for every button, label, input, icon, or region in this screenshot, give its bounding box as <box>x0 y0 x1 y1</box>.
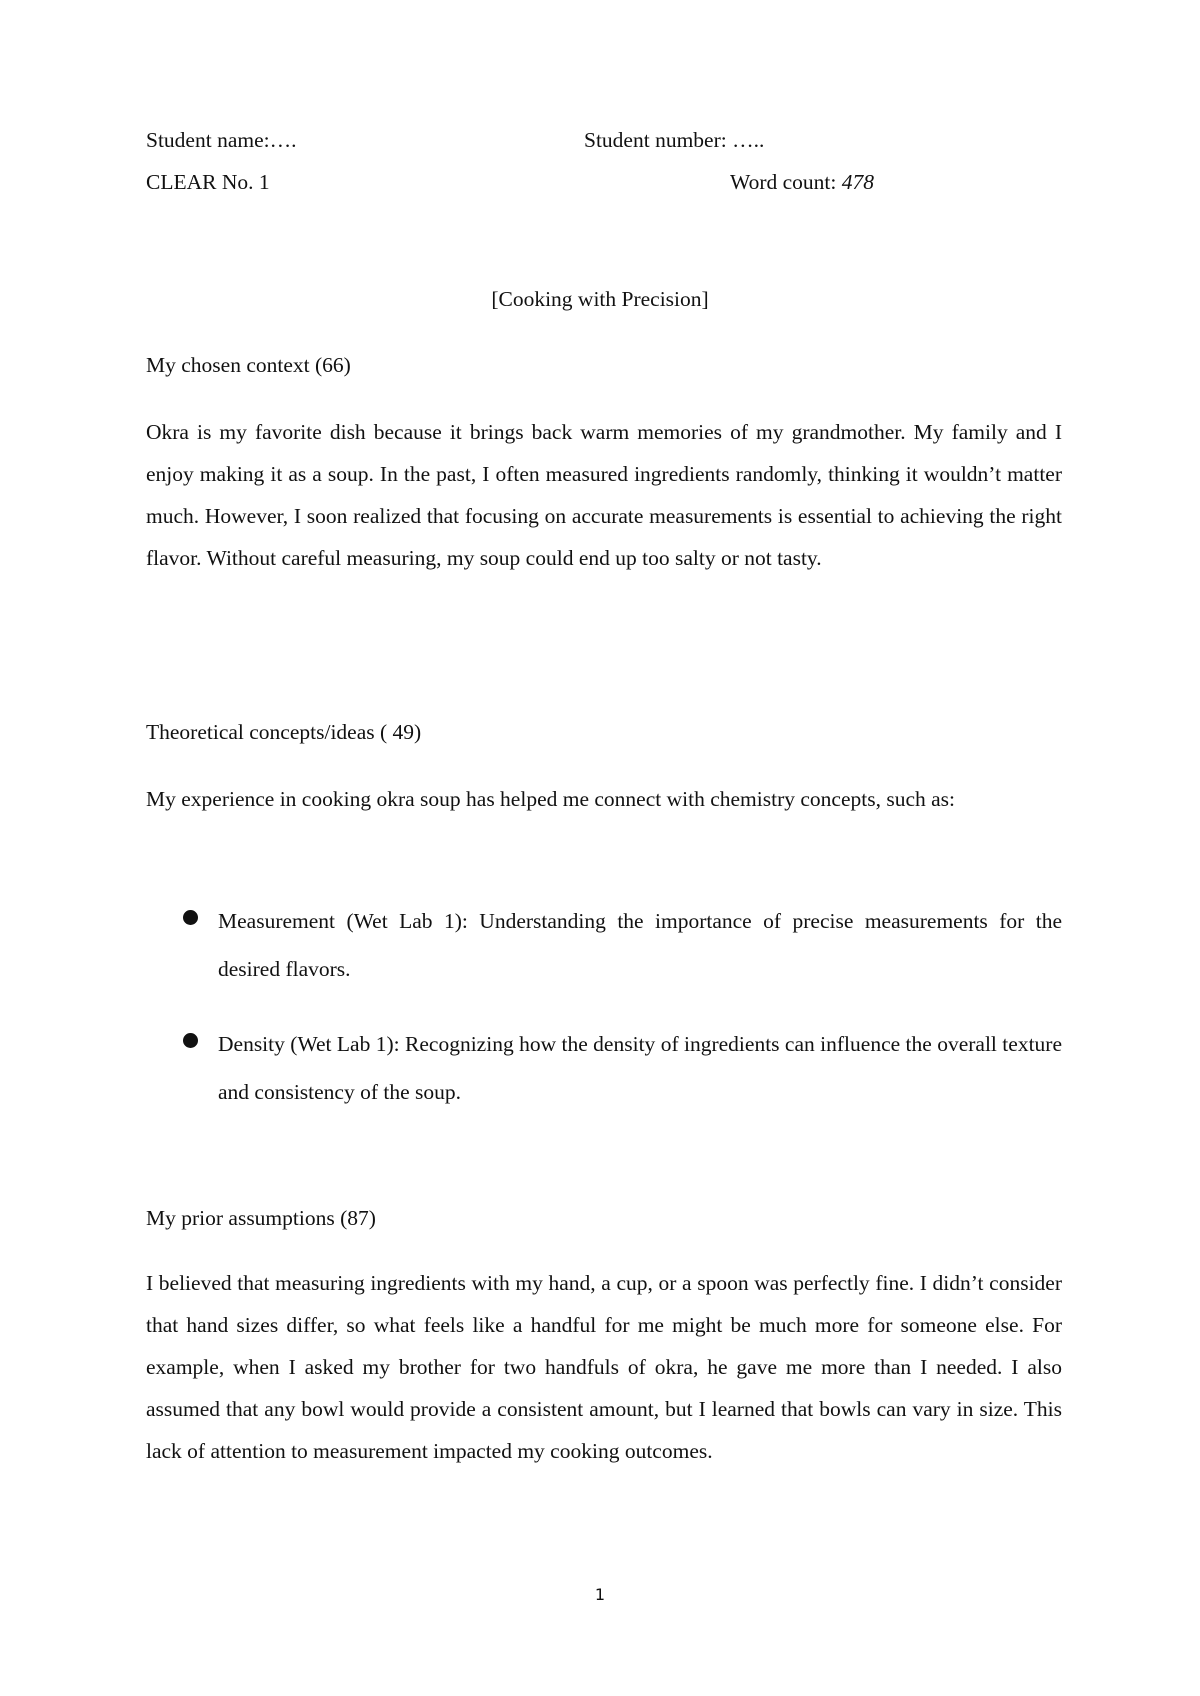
student-number: Student number: ….. <box>584 128 765 152</box>
section-paragraph-assumptions: I believed that measuring ingredients with my hand, a cup, or a spoon was perfectly fine. I didn’t consider that hand sizes differ, so what feels like a handful for me might be much more for someone else. For example, when I asked my brother for two handfuls of okra, he gave me more than I needed. I also assumed that any bowl would provide a consistent amount, but I learned that bowls can vary in size. This lack of attention to measurement impacted my cooking outcomes. <box>146 1271 1062 1463</box>
section-heading-assumptions: My prior assumptions (87) <box>146 1206 376 1230</box>
section-paragraph-concepts: My experience in cooking okra soup has helped me connect with chemistry concepts, such as: <box>146 787 956 811</box>
bullet-icon <box>183 910 198 925</box>
document-title: [Cooking with Precision] <box>491 287 709 311</box>
clear-number: CLEAR No. 1 <box>146 170 270 194</box>
word-count-label: Word count: <box>730 170 842 194</box>
student-name: Student name:…. <box>146 128 297 152</box>
section-paragraph-context: Okra is my favorite dish because it brings back warm memories of my grandmother. My family and I enjoy making it as a soup. In the past, I often measured ingredients randomly, thinking it wouldn’t matter much. However, I soon realized that focusing on accurate measurements is essential to achieving the right flavor. Without careful measuring, my soup could end up too salty or not tasty. <box>146 420 1062 570</box>
bullet-text: Density (Wet Lab 1): Recognizing how the density of ingredients can influence the overall texture and consistency of the soup. <box>218 1032 1062 1104</box>
word-count-value: 478 <box>841 170 874 194</box>
word-count <box>730 172 874 194</box>
section-heading-concepts: Theoretical concepts/ideas ( 49) <box>146 720 422 744</box>
page-number: 1 <box>594 1585 606 1604</box>
bullet-item-measurement <box>183 897 1062 993</box>
section-heading-context: My chosen context (66) <box>146 353 351 377</box>
bullet-icon <box>183 1033 198 1048</box>
bullet-text: Measurement (Wet Lab 1): Understanding the importance of precise measurements for the desired flavors. <box>218 909 1062 981</box>
bullet-item-density <box>183 1020 1062 1116</box>
